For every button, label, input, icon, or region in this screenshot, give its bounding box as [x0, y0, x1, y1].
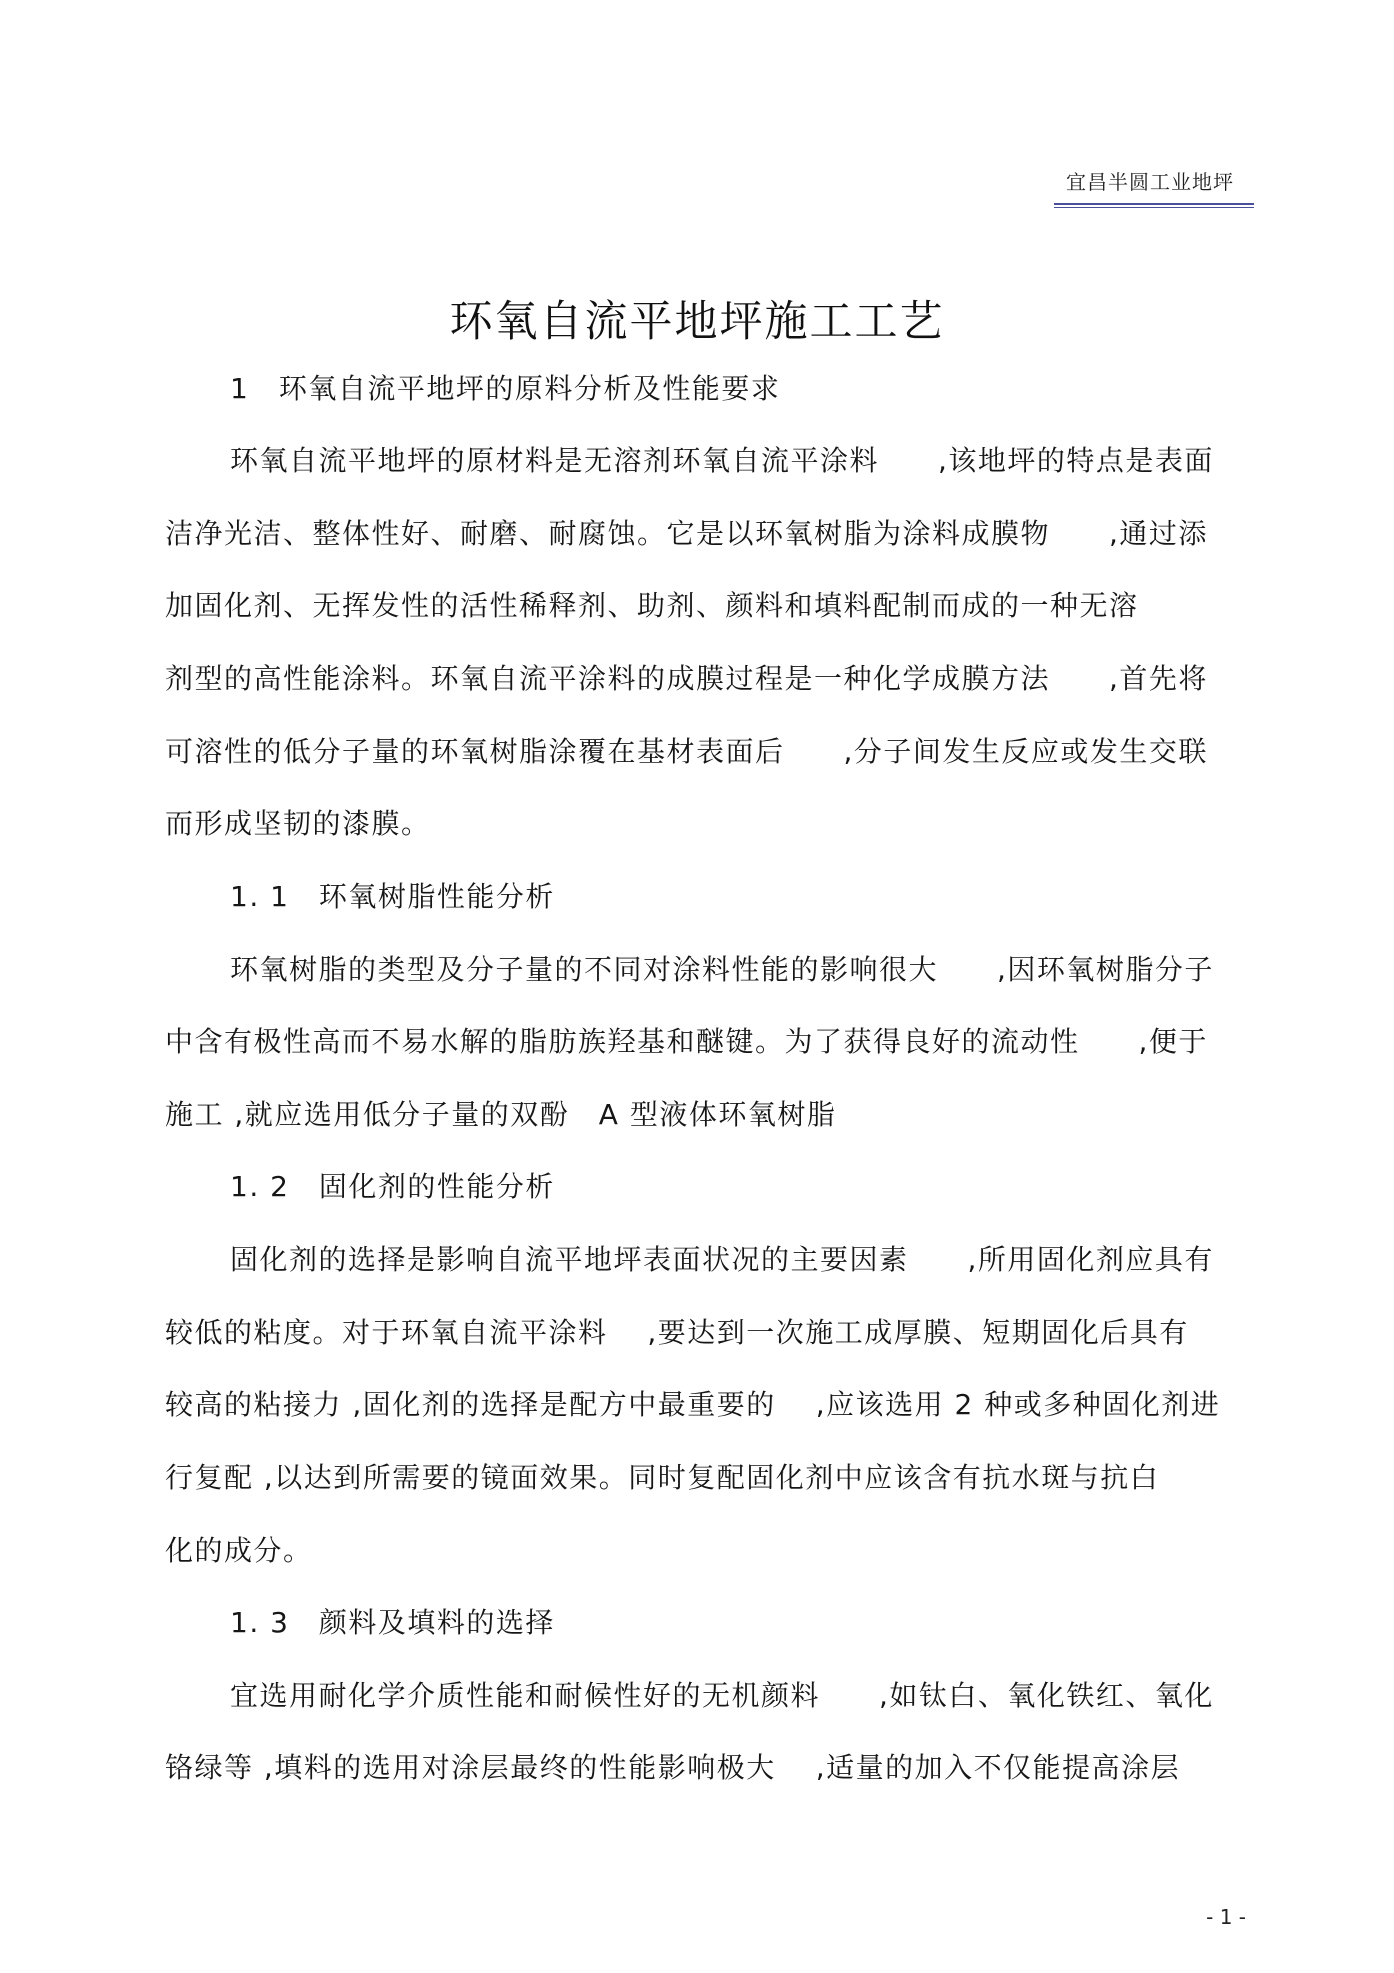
paragraph-line: 洁净光洁、整体性好、耐磨、耐腐蚀。它是以环氧树脂为涂料成膜物 ,通过添 — [165, 517, 1208, 550]
paragraph-line: 可溶性的低分子量的环氧树脂涂覆在基材表面后 ,分子间发生反应或发生交联 — [165, 735, 1208, 768]
page-header — [1054, 166, 1254, 208]
paragraph-line: 剂型的高性能涂料。环氧自流平涂料的成膜过程是一种化学成膜方法 ,首先将 — [165, 662, 1208, 695]
paragraph-line: 行复配 ,以达到所需要的镜面效果。同时复配固化剂中应该含有抗水斑与抗白 — [165, 1461, 1160, 1494]
paragraph-line: 铬绿等 ,填料的选用对涂层最终的性能影响极大 ,适量的加入不仅能提高涂层 — [165, 1751, 1181, 1784]
section-heading-1-2: 1. 2 固化剂的性能分析 — [230, 1170, 555, 1203]
section-heading-1-1: 1. 1 环氧树脂性能分析 — [230, 880, 555, 913]
paragraph-line: 宜选用耐化学介质性能和耐候性好的无机颜料 ,如钛白、氧化铁红、氧化 — [230, 1679, 1214, 1712]
page-number: - 1 - — [1206, 1905, 1246, 1929]
section-heading-1: 1 环氧自流平地坪的原料分析及性能要求 — [230, 372, 781, 405]
paragraph-line: 较低的粘度。对于环氧自流平涂料 ,要达到一次施工成厚膜、短期固化后具有 — [165, 1316, 1189, 1349]
section-heading-1-3: 1. 3 颜料及填料的选择 — [230, 1606, 555, 1639]
header-rule — [1054, 203, 1254, 205]
paragraph-line: 较高的粘接力 ,固化剂的选择是配方中最重要的 ,应该选用 2 种或多种固化剂进 — [165, 1388, 1221, 1421]
paragraph-line: 施工 ,就应选用低分子量的双酚 A 型液体环氧树脂 — [165, 1098, 837, 1131]
paragraph-line: 化的成分。 — [165, 1534, 313, 1567]
paragraph-line: 加固化剂、无挥发性的活性稀释剂、助剂、颜料和填料配制而成的一种无溶 — [165, 589, 1139, 622]
paragraph-line: 环氧树脂的类型及分子量的不同对涂料性能的影响很大 ,因环氧树脂分子 — [230, 953, 1214, 986]
header-rule-thin — [1054, 207, 1254, 208]
paragraph-line: 固化剂的选择是影响自流平地坪表面状况的主要因素 ,所用固化剂应具有 — [230, 1243, 1214, 1276]
paragraph-line: 而形成坚韧的漆膜。 — [165, 807, 431, 840]
paragraph-line: 环氧自流平地坪的原材料是无溶剂环氧自流平涂料 ,该地坪的特点是表面 — [230, 444, 1214, 477]
header-company-name: 宜昌半圆工业地坪 — [1066, 170, 1234, 194]
document-title: 环氧自流平地坪施工工艺 — [449, 297, 945, 347]
paragraph-line: 中含有极性高而不易水解的脂肪族羟基和醚键。为了获得良好的流动性 ,便于 — [165, 1025, 1208, 1058]
